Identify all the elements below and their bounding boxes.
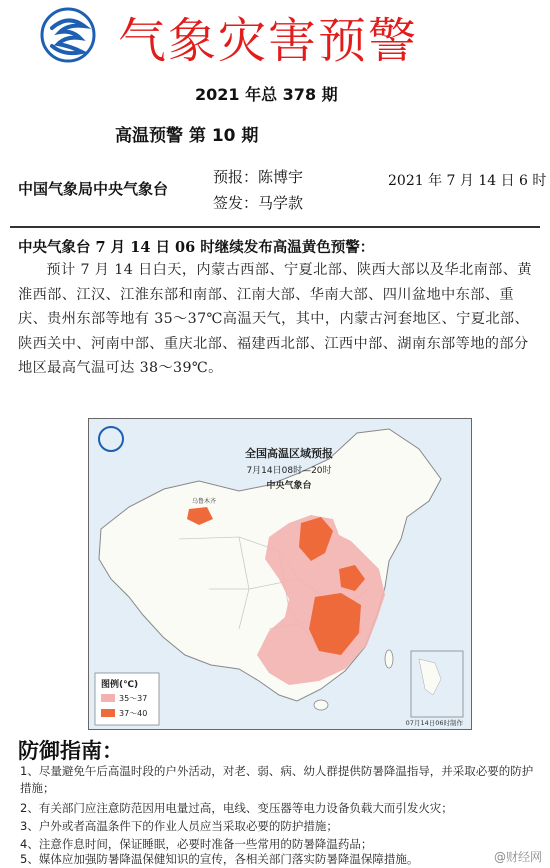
guide-item: 4、注意作息时间，保证睡眠，必要时准备一些常用的防暑降温药品；	[20, 837, 373, 851]
divider	[10, 226, 540, 228]
city-label: 乌鲁木齐	[192, 498, 217, 505]
guide-item: 2、有关部门应注意防范因用电量过高，电线、变压器等电力设备负载大而引发火灾；	[20, 801, 453, 815]
guide-item: 5、媒体应加强防暑降温保健知识的宣传，各相关部门落实防暑降温保障措施。	[20, 852, 419, 866]
issuer: 签发：马学款	[213, 194, 304, 212]
organization: 中国气象局中央气象台	[18, 180, 169, 198]
map-stamp: 07月14日06时制作	[405, 719, 463, 727]
map-legend	[95, 673, 159, 725]
watermark: @财经网	[493, 850, 542, 864]
meteorological-logo-icon	[38, 6, 98, 64]
issue-number: 2021 年总 378 期	[195, 85, 338, 104]
map-title: 全国高温区域预报	[245, 447, 333, 460]
bulletin-headline: 中央气象台 7 月 14 日 06 时继续发布高温黄色预警：	[18, 239, 375, 256]
map-time: 7月14日08时—20时	[246, 466, 332, 476]
guide-title: 防御指南：	[18, 738, 123, 763]
legend-swatch-strong	[101, 709, 115, 717]
guide-item: 3、户外或者高温条件下的作业人员应当采取必要的防护措施；	[20, 819, 338, 833]
warning-issue: 高温预警 第 10 期	[115, 126, 259, 146]
heat-forecast-map	[88, 418, 472, 730]
legend-label-mild: 35～37	[119, 694, 148, 703]
bulletin-body: 预计 7 月 14 日白天，内蒙古西部、宁夏北部、陕西大部以及华北南部、黄淮西部、江汉、江淮东部和南部、江南大部、华南大部、四川盆地中东部、重庆、贵州东部等地有 35～37℃高温天气，其中，内蒙古河套地区、宁夏北部、陕西关中、河南中部、重庆北部、福建西北部、江西中部、湖南东部等地的部分地区最高气温可达 38～39℃。	[18, 262, 532, 376]
legend-swatch-mild	[101, 694, 115, 702]
legend-title: 图例(℃)	[101, 680, 139, 690]
issue-date: 2021 年 7 月 14 日 6 时	[388, 173, 547, 189]
map-agency: 中央气象台	[266, 481, 312, 491]
page-title: 气象灾害预警	[118, 13, 419, 69]
forecaster: 预报：陈博宇	[213, 168, 304, 186]
legend-label-strong: 37～40	[119, 709, 148, 718]
guide-item: 1、尽量避免午后高温时段的户外活动，对老、弱、病、幼人群提供防暑降温指导，并采取必要的防护措施；	[20, 764, 534, 795]
